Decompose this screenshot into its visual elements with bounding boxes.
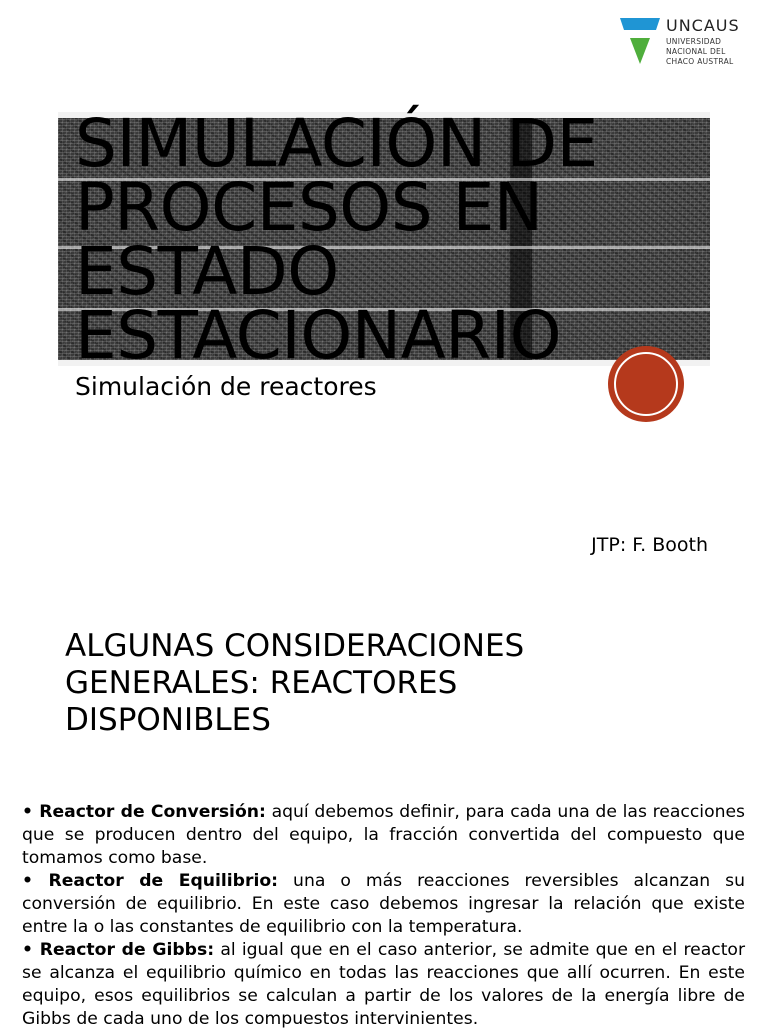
reactor-name: Reactor de Conversión: — [39, 802, 266, 822]
reactor-description: al igual que en el caso anterior, se admite que en el reactor se alcanza el equilibrio químico en todas las reacciones que allí ocurren. En este equipo, esos equilibrios se calculan a partir de los valores de la energía libre de Gibbs de cada uno de los compuestos intervinientes. — [22, 940, 746, 1029]
bullet: • — [22, 871, 33, 891]
heading-line: DISPONIBLES — [65, 702, 271, 738]
reactor-description: aquí debemos definir, para cada una de las reacciones que se producen dentro del equipo, la fracción convertida del compuesto que tomamos como base. — [22, 802, 746, 868]
subtitle: Simulación de reactores — [75, 372, 377, 401]
bullet: • — [22, 802, 33, 822]
page-title — [75, 105, 725, 374]
heading-line: ALGUNAS CONSIDERACIONES — [65, 628, 525, 664]
author-credit: JTP: F. Booth — [591, 534, 708, 556]
reactor-list — [22, 801, 745, 1031]
reactor-name: Reactor de Equilibrio: — [48, 871, 279, 891]
title-line: SIMULACIÓN DE — [75, 105, 598, 182]
uncaus-logo-icon — [620, 16, 660, 66]
heading-line: GENERALES: REACTORES — [65, 665, 458, 701]
title-line: PROCESOS EN — [75, 169, 543, 246]
logo-name: UNCAUS — [666, 16, 740, 35]
logo-subtitle-line: NACIONAL DEL — [666, 47, 726, 56]
reactor-name: Reactor de Gibbs: — [39, 940, 215, 960]
decorative-circle-badge — [607, 345, 685, 423]
reactor-item-gibbs — [22, 939, 745, 1031]
logo-subtitle — [666, 37, 733, 67]
logo-subtitle-line: UNIVERSIDAD — [666, 37, 722, 46]
section-heading — [65, 628, 725, 739]
reactor-description: una o más reacciones reversibles alcanzan su conversión de equilibrio. En este caso debemos ingresar la relación que existe entre la o las constantes de equilibrio con la temperatura. — [22, 871, 746, 937]
reactor-item-conversion — [22, 801, 745, 870]
title-line: ESTACIONARIO — [75, 297, 562, 374]
title-line: ESTADO — [75, 233, 339, 310]
bullet: • — [22, 940, 33, 960]
logo-subtitle-line: CHACO AUSTRAL — [666, 57, 734, 66]
uncaus-logo — [620, 16, 750, 68]
reactor-item-equilibrium — [22, 870, 745, 939]
